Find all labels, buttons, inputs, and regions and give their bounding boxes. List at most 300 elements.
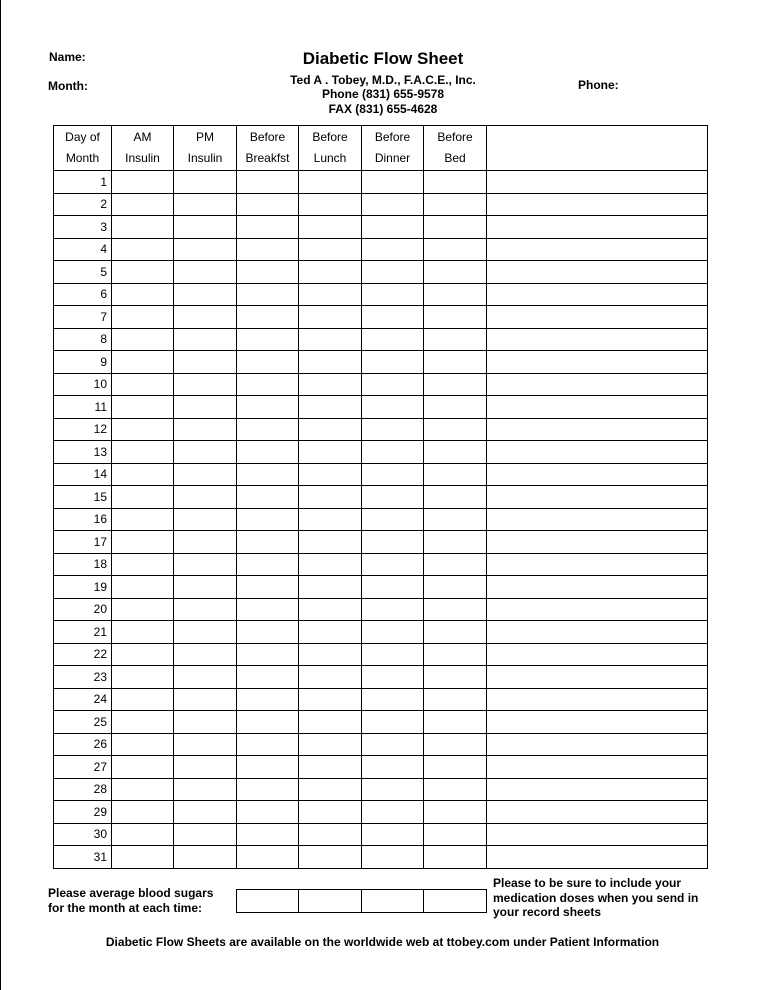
am-insulin-cell[interactable] [112, 283, 174, 306]
day-number: 3 [54, 216, 112, 239]
am-insulin-cell[interactable] [112, 463, 174, 486]
before-dinner-cell[interactable] [362, 531, 424, 554]
before-bed-cell[interactable] [424, 351, 487, 374]
before-breakfast-cell[interactable] [237, 486, 299, 509]
day-number: 30 [54, 823, 112, 846]
average-row [237, 890, 487, 913]
before-dinner-cell[interactable] [362, 666, 424, 689]
pm-insulin-cell[interactable] [174, 261, 237, 284]
table-row [54, 441, 708, 464]
before-lunch-cell[interactable] [299, 351, 362, 374]
before-bed-cell[interactable] [424, 553, 487, 576]
before-lunch-cell[interactable] [299, 238, 362, 261]
day-number: 4 [54, 238, 112, 261]
notes-cell[interactable] [487, 756, 708, 779]
notes-cell[interactable] [487, 801, 708, 824]
pm-insulin-cell[interactable] [174, 193, 237, 216]
table-row [54, 688, 708, 711]
before-breakfast-cell[interactable] [237, 598, 299, 621]
notes-cell[interactable] [487, 531, 708, 554]
before-bed-cell[interactable] [424, 508, 487, 531]
before-dinner-cell[interactable] [362, 306, 424, 329]
pm-insulin-cell[interactable] [174, 171, 237, 194]
before-bed-cell[interactable] [424, 328, 487, 351]
before-breakfast-cell[interactable] [237, 688, 299, 711]
header-pm-insulin: PM Insulin [174, 126, 237, 171]
table-row [54, 756, 708, 779]
before-lunch-cell[interactable] [299, 576, 362, 599]
before-dinner-cell[interactable] [362, 486, 424, 509]
notes-cell[interactable] [487, 621, 708, 644]
notes-cell[interactable] [487, 688, 708, 711]
before-bed-cell[interactable] [424, 441, 487, 464]
average-label: Please average blood sugars for the month at each time: [48, 886, 214, 915]
day-number: 13 [54, 441, 112, 464]
before-lunch-cell[interactable] [299, 283, 362, 306]
am-insulin-cell[interactable] [112, 261, 174, 284]
before-breakfast-cell[interactable] [237, 846, 299, 869]
before-lunch-cell[interactable] [299, 643, 362, 666]
table-row [54, 576, 708, 599]
pm-insulin-cell[interactable] [174, 801, 237, 824]
am-insulin-cell[interactable] [112, 711, 174, 734]
day-number: 14 [54, 463, 112, 486]
page-edge-line [0, 0, 1, 990]
pm-insulin-cell[interactable] [174, 486, 237, 509]
am-insulin-cell[interactable] [112, 531, 174, 554]
am-insulin-cell[interactable] [112, 823, 174, 846]
before-lunch-cell[interactable] [299, 778, 362, 801]
pm-insulin-cell[interactable] [174, 846, 237, 869]
before-lunch-cell[interactable] [299, 823, 362, 846]
before-lunch-cell[interactable] [299, 396, 362, 419]
table-row [54, 463, 708, 486]
medication-note: Please to be sure to include your medication doses when you send in your record sheets [493, 876, 699, 919]
before-breakfast-cell[interactable] [237, 418, 299, 441]
pm-insulin-cell[interactable] [174, 328, 237, 351]
day-number: 2 [54, 193, 112, 216]
doctor-phone: Phone (831) 655-9578 [321, 87, 445, 101]
before-lunch-cell[interactable] [299, 261, 362, 284]
before-lunch-cell[interactable] [299, 508, 362, 531]
am-insulin-cell[interactable] [112, 441, 174, 464]
notes-cell[interactable] [487, 216, 708, 239]
pm-insulin-cell[interactable] [174, 441, 237, 464]
am-insulin-cell[interactable] [112, 373, 174, 396]
notes-cell[interactable] [487, 328, 708, 351]
before-breakfast-cell[interactable] [237, 711, 299, 734]
before-lunch-cell[interactable] [299, 463, 362, 486]
before-breakfast-cell[interactable] [237, 531, 299, 554]
pm-insulin-cell[interactable] [174, 418, 237, 441]
before-breakfast-cell[interactable] [237, 171, 299, 194]
before-breakfast-cell[interactable] [237, 508, 299, 531]
header-before-breakfast: Before Breakfst [237, 126, 299, 171]
before-lunch-cell[interactable] [299, 733, 362, 756]
am-insulin-cell[interactable] [112, 598, 174, 621]
am-insulin-cell[interactable] [112, 643, 174, 666]
phone-label: Phone: [578, 78, 619, 92]
table-row [54, 283, 708, 306]
pm-insulin-cell[interactable] [174, 643, 237, 666]
before-bed-cell[interactable] [424, 486, 487, 509]
before-breakfast-cell[interactable] [237, 463, 299, 486]
notes-cell[interactable] [487, 598, 708, 621]
before-dinner-cell[interactable] [362, 328, 424, 351]
average-table [236, 889, 487, 913]
table-row [54, 171, 708, 194]
table-row [54, 598, 708, 621]
before-lunch-cell[interactable] [299, 193, 362, 216]
pm-insulin-cell[interactable] [174, 733, 237, 756]
before-bed-cell[interactable] [424, 418, 487, 441]
notes-cell[interactable] [487, 396, 708, 419]
day-number: 11 [54, 396, 112, 419]
before-lunch-cell[interactable] [299, 373, 362, 396]
table-row [54, 711, 708, 734]
day-number: 24 [54, 688, 112, 711]
before-bed-cell[interactable] [424, 801, 487, 824]
day-number: 12 [54, 418, 112, 441]
before-lunch-cell[interactable] [299, 328, 362, 351]
table-row [54, 193, 708, 216]
header-before-lunch: Before Lunch [299, 126, 362, 171]
before-breakfast-cell[interactable] [237, 576, 299, 599]
before-bed-cell[interactable] [424, 666, 487, 689]
pm-insulin-cell[interactable] [174, 666, 237, 689]
table-row [54, 508, 708, 531]
day-number: 27 [54, 756, 112, 779]
before-dinner-cell[interactable] [362, 711, 424, 734]
day-number: 21 [54, 621, 112, 644]
before-dinner-cell[interactable] [362, 598, 424, 621]
before-dinner-cell[interactable] [362, 216, 424, 239]
am-insulin-cell[interactable] [112, 216, 174, 239]
notes-cell[interactable] [487, 823, 708, 846]
before-breakfast-cell[interactable] [237, 643, 299, 666]
day-number: 20 [54, 598, 112, 621]
before-breakfast-cell[interactable] [237, 351, 299, 374]
before-bed-cell[interactable] [424, 261, 487, 284]
table-row [54, 261, 708, 284]
am-insulin-cell[interactable] [112, 328, 174, 351]
notes-cell[interactable] [487, 306, 708, 329]
before-lunch-cell[interactable] [299, 486, 362, 509]
before-bed-cell[interactable] [424, 373, 487, 396]
day-number: 28 [54, 778, 112, 801]
table-row [54, 643, 708, 666]
before-breakfast-cell[interactable] [237, 283, 299, 306]
before-dinner-cell[interactable] [362, 373, 424, 396]
am-insulin-cell[interactable] [112, 351, 174, 374]
am-insulin-cell[interactable] [112, 238, 174, 261]
before-dinner-cell[interactable] [362, 823, 424, 846]
before-breakfast-cell[interactable] [237, 621, 299, 644]
before-bed-cell[interactable] [424, 238, 487, 261]
pm-insulin-cell[interactable] [174, 576, 237, 599]
before-breakfast-cell[interactable] [237, 396, 299, 419]
notes-cell[interactable] [487, 553, 708, 576]
pm-insulin-cell[interactable] [174, 396, 237, 419]
before-bed-cell[interactable] [424, 396, 487, 419]
before-lunch-cell[interactable] [299, 441, 362, 464]
notes-cell[interactable] [487, 711, 708, 734]
day-number: 17 [54, 531, 112, 554]
before-lunch-cell[interactable] [299, 756, 362, 779]
before-bed-cell[interactable] [424, 733, 487, 756]
am-insulin-cell[interactable] [112, 688, 174, 711]
table-row [54, 823, 708, 846]
notes-cell[interactable] [487, 171, 708, 194]
before-lunch-cell[interactable] [299, 531, 362, 554]
pm-insulin-cell[interactable] [174, 216, 237, 239]
pm-insulin-cell[interactable] [174, 283, 237, 306]
before-bed-cell[interactable] [424, 306, 487, 329]
before-bed-cell[interactable] [424, 576, 487, 599]
am-insulin-cell[interactable] [112, 418, 174, 441]
pm-insulin-cell[interactable] [174, 508, 237, 531]
before-dinner-cell[interactable] [362, 846, 424, 869]
notes-cell[interactable] [487, 463, 708, 486]
before-breakfast-cell[interactable] [237, 373, 299, 396]
table-row [54, 238, 708, 261]
before-bed-cell[interactable] [424, 846, 487, 869]
am-insulin-cell[interactable] [112, 306, 174, 329]
am-insulin-cell[interactable] [112, 733, 174, 756]
day-number: 5 [54, 261, 112, 284]
avg-before-lunch-field[interactable] [299, 890, 362, 913]
avg-before-bed-field[interactable] [424, 890, 487, 913]
before-lunch-cell[interactable] [299, 711, 362, 734]
before-bed-cell[interactable] [424, 531, 487, 554]
before-bed-cell[interactable] [424, 621, 487, 644]
before-dinner-cell[interactable] [362, 463, 424, 486]
am-insulin-cell[interactable] [112, 621, 174, 644]
before-dinner-cell[interactable] [362, 171, 424, 194]
before-lunch-cell[interactable] [299, 801, 362, 824]
day-number: 15 [54, 486, 112, 509]
day-number: 29 [54, 801, 112, 824]
before-dinner-cell[interactable] [362, 733, 424, 756]
before-breakfast-cell[interactable] [237, 328, 299, 351]
am-insulin-cell[interactable] [112, 778, 174, 801]
am-insulin-cell[interactable] [112, 486, 174, 509]
before-lunch-cell[interactable] [299, 846, 362, 869]
notes-cell[interactable] [487, 666, 708, 689]
before-dinner-cell[interactable] [362, 418, 424, 441]
header-notes [487, 126, 708, 171]
table-row [54, 396, 708, 419]
before-lunch-cell[interactable] [299, 553, 362, 576]
header-day-of-month: Day of Month [54, 126, 112, 171]
notes-cell[interactable] [487, 778, 708, 801]
before-breakfast-cell[interactable] [237, 823, 299, 846]
am-insulin-cell[interactable] [112, 396, 174, 419]
before-bed-cell[interactable] [424, 756, 487, 779]
table-row [54, 531, 708, 554]
before-breakfast-cell[interactable] [237, 441, 299, 464]
before-dinner-cell[interactable] [362, 643, 424, 666]
before-bed-cell[interactable] [424, 283, 487, 306]
pm-insulin-cell[interactable] [174, 238, 237, 261]
notes-cell[interactable] [487, 643, 708, 666]
am-insulin-cell[interactable] [112, 553, 174, 576]
doctor-fax: FAX (831) 655-4628 [328, 102, 438, 116]
before-breakfast-cell[interactable] [237, 261, 299, 284]
notes-cell[interactable] [487, 261, 708, 284]
before-dinner-cell[interactable] [362, 553, 424, 576]
pm-insulin-cell[interactable] [174, 531, 237, 554]
before-dinner-cell[interactable] [362, 193, 424, 216]
pm-insulin-cell[interactable] [174, 463, 237, 486]
before-breakfast-cell[interactable] [237, 238, 299, 261]
name-label: Name: [49, 50, 86, 64]
before-bed-cell[interactable] [424, 778, 487, 801]
table-row [54, 486, 708, 509]
before-lunch-cell[interactable] [299, 621, 362, 644]
before-breakfast-cell[interactable] [237, 306, 299, 329]
before-lunch-cell[interactable] [299, 306, 362, 329]
before-lunch-cell[interactable] [299, 216, 362, 239]
notes-cell[interactable] [487, 351, 708, 374]
notes-cell[interactable] [487, 508, 708, 531]
before-breakfast-cell[interactable] [237, 801, 299, 824]
table-header-row [54, 126, 708, 171]
table-row [54, 846, 708, 869]
before-dinner-cell[interactable] [362, 576, 424, 599]
header-before-bed: Before Bed [424, 126, 487, 171]
day-number: 31 [54, 846, 112, 869]
am-insulin-cell[interactable] [112, 666, 174, 689]
before-breakfast-cell[interactable] [237, 216, 299, 239]
day-number: 7 [54, 306, 112, 329]
before-breakfast-cell[interactable] [237, 733, 299, 756]
before-dinner-cell[interactable] [362, 688, 424, 711]
before-dinner-cell[interactable] [362, 351, 424, 374]
notes-cell[interactable] [487, 283, 708, 306]
header-before-dinner: Before Dinner [362, 126, 424, 171]
before-lunch-cell[interactable] [299, 418, 362, 441]
before-dinner-cell[interactable] [362, 238, 424, 261]
before-bed-cell[interactable] [424, 216, 487, 239]
table-row [54, 351, 708, 374]
table-row [54, 418, 708, 441]
pm-insulin-cell[interactable] [174, 373, 237, 396]
notes-cell[interactable] [487, 418, 708, 441]
notes-cell[interactable] [487, 486, 708, 509]
notes-cell[interactable] [487, 238, 708, 261]
table-row [54, 553, 708, 576]
before-bed-cell[interactable] [424, 711, 487, 734]
day-number: 22 [54, 643, 112, 666]
day-number: 19 [54, 576, 112, 599]
before-bed-cell[interactable] [424, 193, 487, 216]
am-insulin-cell[interactable] [112, 508, 174, 531]
before-dinner-cell[interactable] [362, 441, 424, 464]
table-row [54, 733, 708, 756]
before-lunch-cell[interactable] [299, 688, 362, 711]
before-bed-cell[interactable] [424, 823, 487, 846]
footer-text: Diabetic Flow Sheets are available on the worldwide web at ttobey.com under Patient Information [105, 935, 660, 949]
am-insulin-cell[interactable] [112, 193, 174, 216]
avg-before-breakfast-field[interactable] [237, 890, 299, 913]
before-dinner-cell[interactable] [362, 396, 424, 419]
pm-insulin-cell[interactable] [174, 823, 237, 846]
pm-insulin-cell[interactable] [174, 351, 237, 374]
notes-cell[interactable] [487, 373, 708, 396]
before-bed-cell[interactable] [424, 643, 487, 666]
month-label: Month: [48, 79, 88, 93]
notes-cell[interactable] [487, 441, 708, 464]
am-insulin-cell[interactable] [112, 801, 174, 824]
before-dinner-cell[interactable] [362, 778, 424, 801]
pm-insulin-cell[interactable] [174, 553, 237, 576]
notes-cell[interactable] [487, 193, 708, 216]
before-dinner-cell[interactable] [362, 621, 424, 644]
pm-insulin-cell[interactable] [174, 598, 237, 621]
before-bed-cell[interactable] [424, 463, 487, 486]
am-insulin-cell[interactable] [112, 576, 174, 599]
before-bed-cell[interactable] [424, 688, 487, 711]
before-dinner-cell[interactable] [362, 261, 424, 284]
day-number: 1 [54, 171, 112, 194]
pm-insulin-cell[interactable] [174, 306, 237, 329]
before-breakfast-cell[interactable] [237, 193, 299, 216]
table-row [54, 801, 708, 824]
table-row [54, 666, 708, 689]
pm-insulin-cell[interactable] [174, 711, 237, 734]
before-lunch-cell[interactable] [299, 171, 362, 194]
before-lunch-cell[interactable] [299, 666, 362, 689]
doctor-name: Ted A . Tobey, M.D., F.A.C.E., Inc. [290, 73, 476, 87]
before-breakfast-cell[interactable] [237, 553, 299, 576]
day-number: 8 [54, 328, 112, 351]
before-dinner-cell[interactable] [362, 756, 424, 779]
header-am-insulin: AM Insulin [112, 126, 174, 171]
day-number: 23 [54, 666, 112, 689]
notes-cell[interactable] [487, 733, 708, 756]
am-insulin-cell[interactable] [112, 756, 174, 779]
day-number: 16 [54, 508, 112, 531]
avg-before-dinner-field[interactable] [362, 890, 424, 913]
before-dinner-cell[interactable] [362, 801, 424, 824]
day-number: 25 [54, 711, 112, 734]
day-number: 9 [54, 351, 112, 374]
before-dinner-cell[interactable] [362, 508, 424, 531]
table-row [54, 306, 708, 329]
before-breakfast-cell[interactable] [237, 666, 299, 689]
notes-cell[interactable] [487, 846, 708, 869]
pm-insulin-cell[interactable] [174, 756, 237, 779]
pm-insulin-cell[interactable] [174, 688, 237, 711]
day-number: 6 [54, 283, 112, 306]
day-number: 10 [54, 373, 112, 396]
page-title: Diabetic Flow Sheet [302, 49, 464, 68]
day-number: 26 [54, 733, 112, 756]
before-breakfast-cell[interactable] [237, 778, 299, 801]
am-insulin-cell[interactable] [112, 171, 174, 194]
before-bed-cell[interactable] [424, 171, 487, 194]
before-lunch-cell[interactable] [299, 598, 362, 621]
am-insulin-cell[interactable] [112, 846, 174, 869]
pm-insulin-cell[interactable] [174, 778, 237, 801]
flow-sheet-table [53, 125, 708, 869]
before-bed-cell[interactable] [424, 598, 487, 621]
notes-cell[interactable] [487, 576, 708, 599]
before-dinner-cell[interactable] [362, 283, 424, 306]
pm-insulin-cell[interactable] [174, 621, 237, 644]
before-breakfast-cell[interactable] [237, 756, 299, 779]
